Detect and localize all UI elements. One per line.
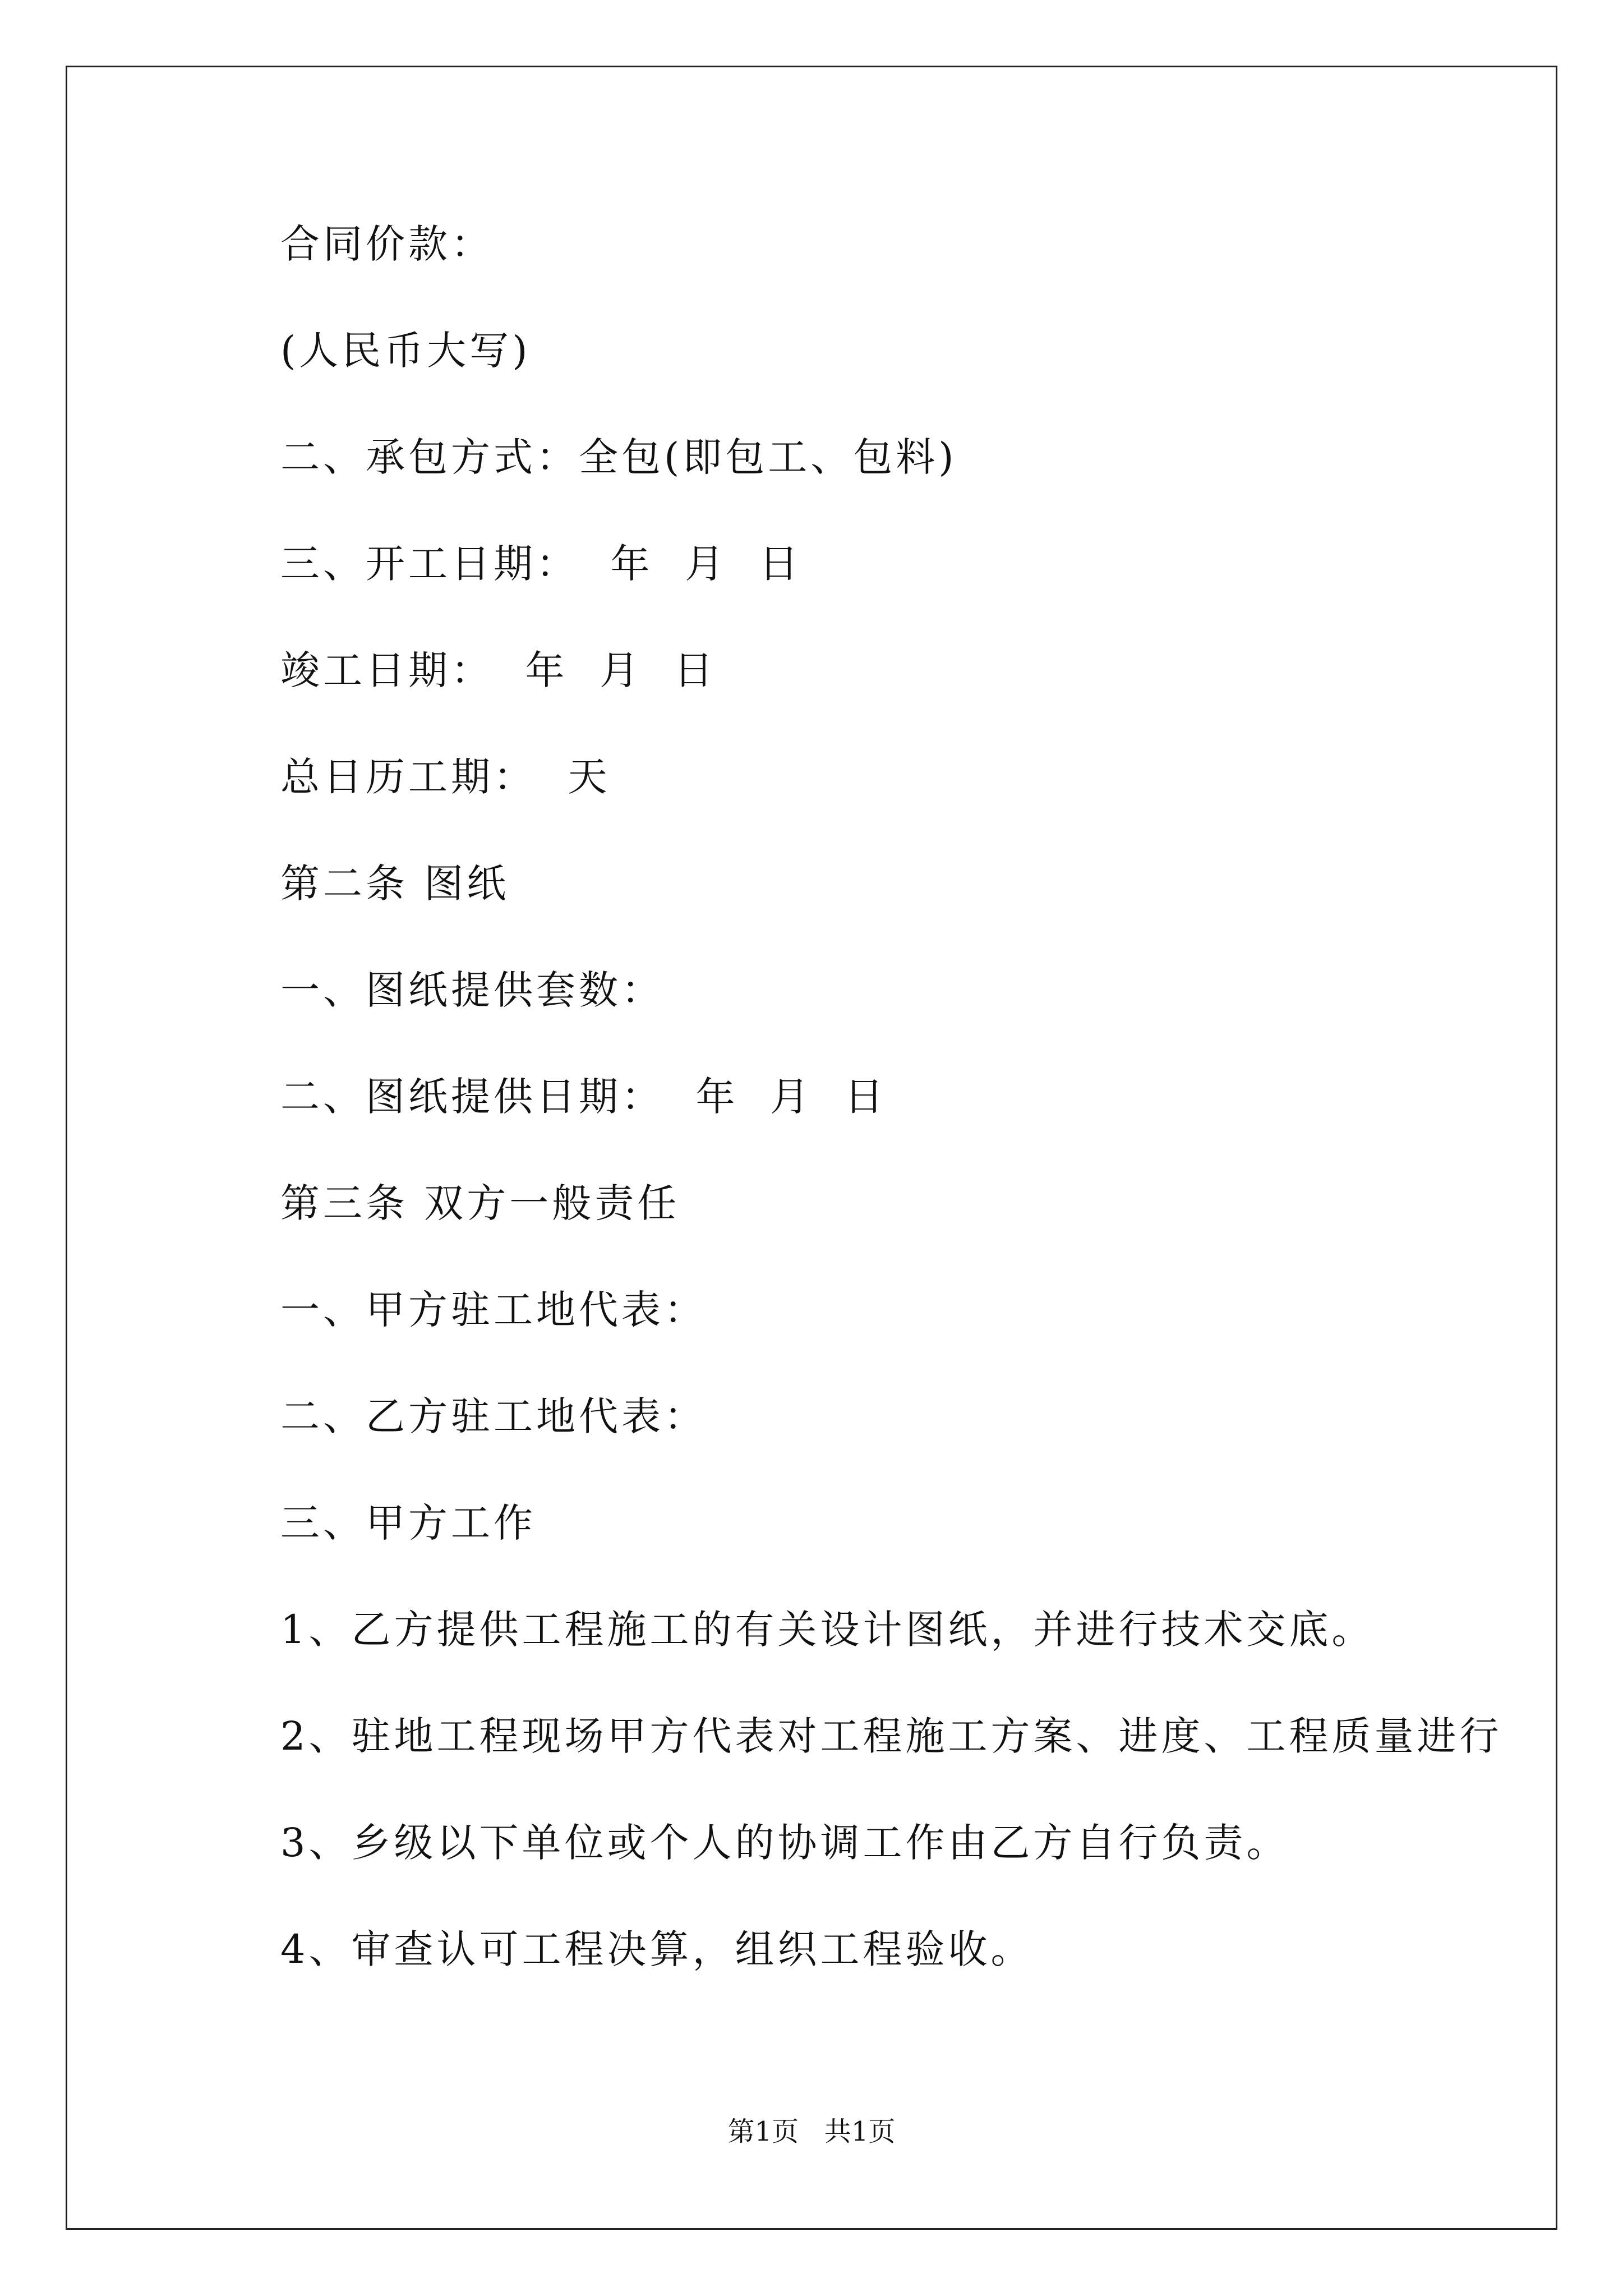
list-item-1: 1、乙方提供工程施工的有关设计图纸，并进行技术交底。 <box>280 1607 1375 1653</box>
party-a-representative-line: 一、甲方驻工地代表： <box>280 1287 707 1333</box>
drawing-date-line: 二、图纸提供日期： 年 月 日 <box>280 1074 887 1120</box>
contract-price-line: 合同价款： <box>280 221 494 267</box>
rmb-uppercase-line: (人民币大写) <box>280 328 531 374</box>
list-item-2: 2、驻地工程现场甲方代表对工程施工方案、进度、工程质量进行 <box>280 1713 1502 1759</box>
article-three-heading: 第三条 双方一般责任 <box>280 1180 680 1226</box>
party-b-representative-line: 二、乙方驻工地代表： <box>280 1393 707 1439</box>
drawing-sets-line: 一、图纸提供套数： <box>280 967 664 1013</box>
contract-method-line: 二、承包方式：全包(即包工、包料) <box>280 434 957 480</box>
page-footer: 第1页 共1页 <box>727 2116 896 2147</box>
total-duration-line: 总日历工期： 天 <box>280 754 611 800</box>
document-body <box>280 216 1514 2028</box>
party-a-work-heading: 三、甲方工作 <box>280 1500 536 1546</box>
list-item-3: 3、乡级以下单位或个人的协调工作由乙方自行负责。 <box>280 1820 1289 1866</box>
list-item-4: 4、审查认可工程决算，组织工程验收。 <box>280 1926 1034 1972</box>
completion-date-line: 竣工日期： 年 月 日 <box>280 647 717 693</box>
article-two-heading: 第二条 图纸 <box>280 861 510 907</box>
start-date-line: 三、开工日期： 年 月 日 <box>280 541 802 587</box>
